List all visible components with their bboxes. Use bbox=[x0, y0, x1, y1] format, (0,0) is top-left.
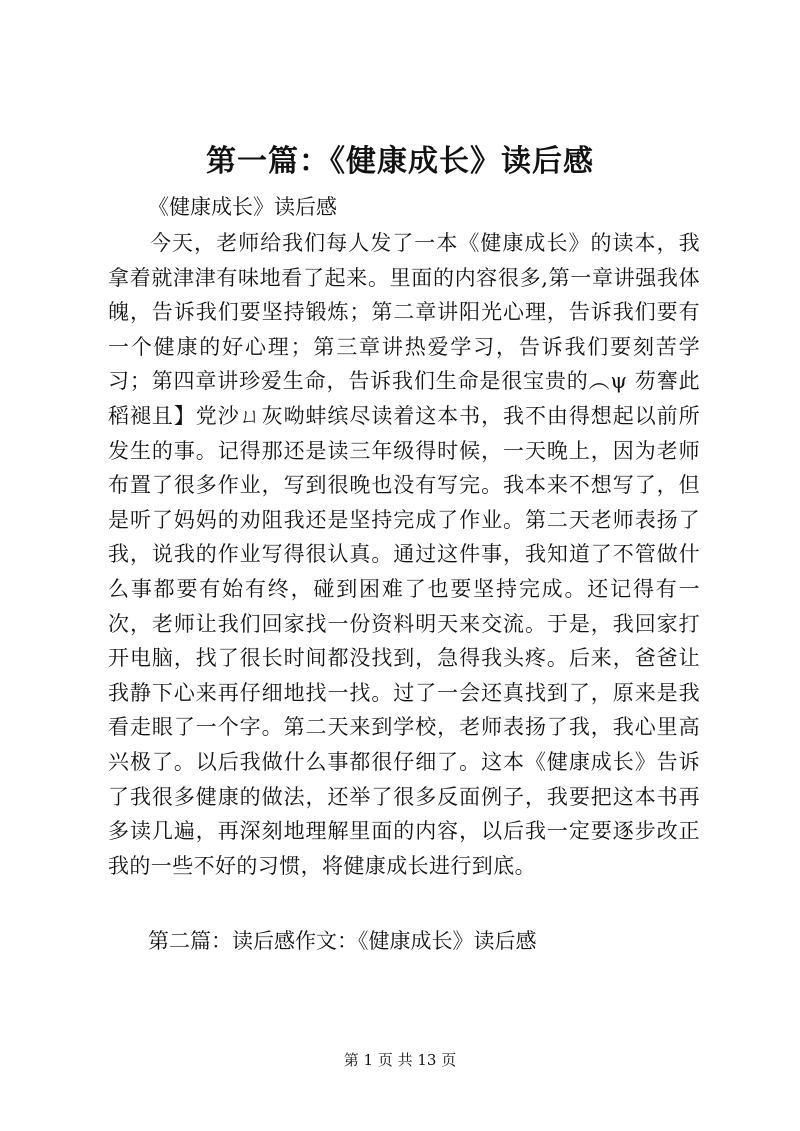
document-title: 第一篇：《健康成长》读后感 bbox=[206, 144, 594, 179]
body-paragraph: 今天，老师给我们每人发了一本《健康成长》的读本，我拿着就津津有味地看了起来。里面的内容很多,第一章讲强我体魄，告诉我们要坚持锻炼；第二章讲阳光心理，告诉我们要有一个健康的好心理；第三章讲热爱学习，告诉我们要刻苦学习；第四章讲珍爱生命，告诉我们生命是很宝贵的︵ψ 芴謇此稻褪且】党沙ㄩ灰呦蚌缤尽读着这本书，我不由得想起以前所发生的事。记得那还是读三年级得时候，一天晚上，因为老师布置了很多作业，写到很晚也没有写完。我本来不想写了，但是听了妈妈的劝阻我还是坚持完成了作业。第二天老师表扬了我，说我的作业写得很认真。通过这件事，我知道了不管做什么事都要有始有终，碰到困难了也要坚持完成。还记得有一次，老师让我们回家找一份资料明天来交流。于是，我回家打开电脑，找了很长时间都没找到，急得我头疼。后来，爸爸让我静下心来再仔细地找一找。过了一会还真找到了，原来是我看走眼了一个字。第二天来到学校，老师表扬了我，我心里高兴极了。以后我做什么事都很仔细了。这本《健康成长》告诉了我很多健康的做法，还举了很多反面例子，我要把这本书再多读几遍，再深刻地理解里面的内容，以后我一定要逐步改正我的一些不好的习惯，将健康成长进行到底。 bbox=[108, 231, 700, 878]
page-number-footer: 第 1 页 共 13 页 bbox=[343, 1051, 457, 1069]
document-subtitle: 《健康成长》读后感 bbox=[148, 195, 337, 219]
next-section-heading: 第二篇：读后感作文：《健康成长》读后感 bbox=[148, 929, 537, 953]
